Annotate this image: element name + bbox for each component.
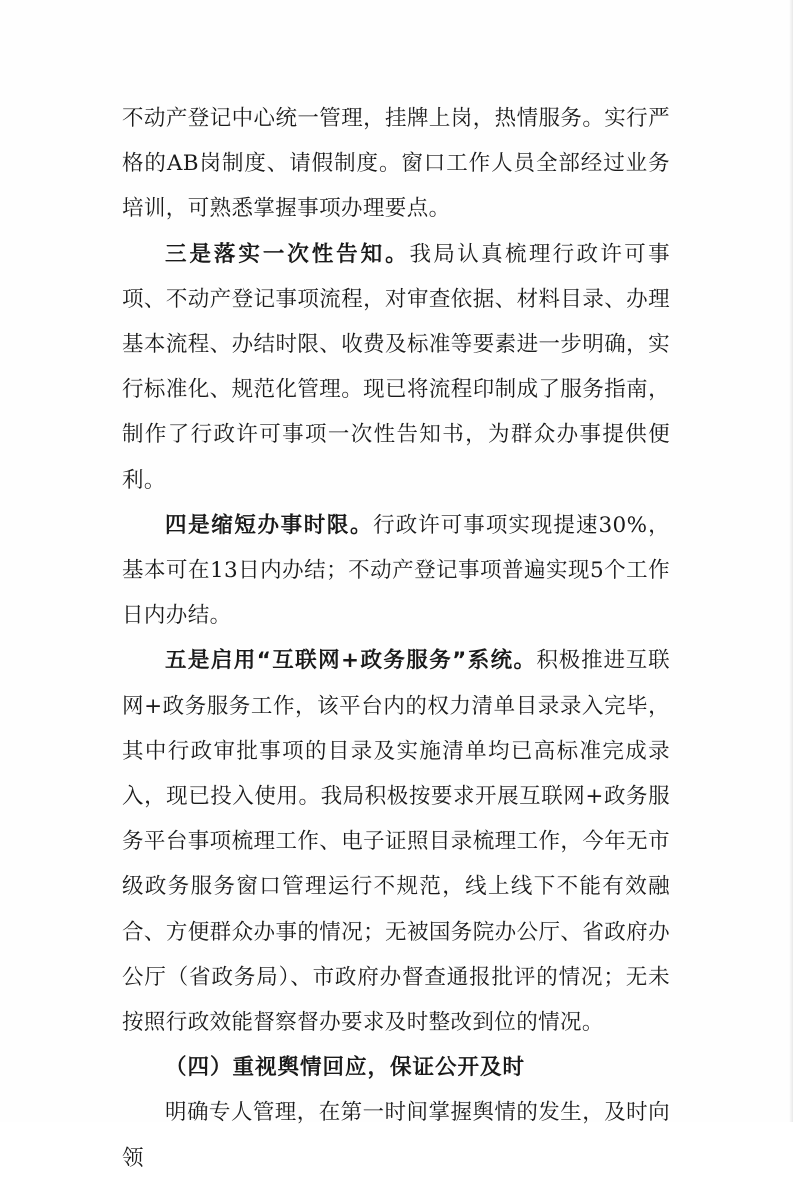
paragraph-text: 积极推进互联网+政务服务工作，该平台内的权力清单目录录入完毕，其中行政审批事项的目录及实施清单均已高标准完成录入，现已投入使用。我局积极按要求开展互联网+政务服务平台事项梳理工作、电子证照目录梳理工作，今年无市级政务服务窗口管理运行不规范，线上线下不能有效融合、方便群众办事的情况；无被国务院办公厅、省政府办公厅（省政务局）、市政府办督查通报批评的情况；无未按照行政效能督察督办要求及时整改到位的情况。 (122, 648, 671, 1036)
section-heading: （四）重视舆情回应，保证公开及时 (165, 1055, 526, 1081)
paragraph-lead: 三是落实一次性告知。 (165, 241, 410, 267)
paragraph-text: 不动产登记中心统一管理，挂牌上岗，热情服务。实行严格的AB岗制度、请假制度。窗口工作人员全部经过业务培训，可熟悉掌握事项办理要点。 (122, 106, 670, 222)
paragraph-lead: 五是启用“互联网+政务服务”系统。 (165, 648, 537, 674)
document-body (122, 96, 670, 1181)
paragraph-final: 明确专人管理，在第一时间掌握舆情的发生，及时向领 (122, 1100, 670, 1171)
paragraph-text: 我局认真梳理行政许可事项、不动产登记事项流程，对审查依据、材料目录、办理基本流程、办结时限、收费及标准等要素进一步明确，实行标准化、规范化管理。现已将流程印制成了服务指南，制作了行政许可事项一次性告知书，为群众办事提供便利。 (122, 241, 670, 493)
paragraph-text: 行政许可事项实现提速30%，基本可在13日内办结；不动产登记事项普遍实现5个工作日内办结。 (122, 512, 670, 629)
paragraph-lead: 四是缩短办事时限。 (165, 512, 374, 538)
scan-edge-shadow (789, 0, 793, 1122)
paragraph-window-management (122, 96, 670, 232)
paragraph-internet-services (122, 638, 670, 1045)
paragraph-shorten-time (122, 503, 670, 639)
paragraph-one-time-notice (122, 232, 670, 503)
